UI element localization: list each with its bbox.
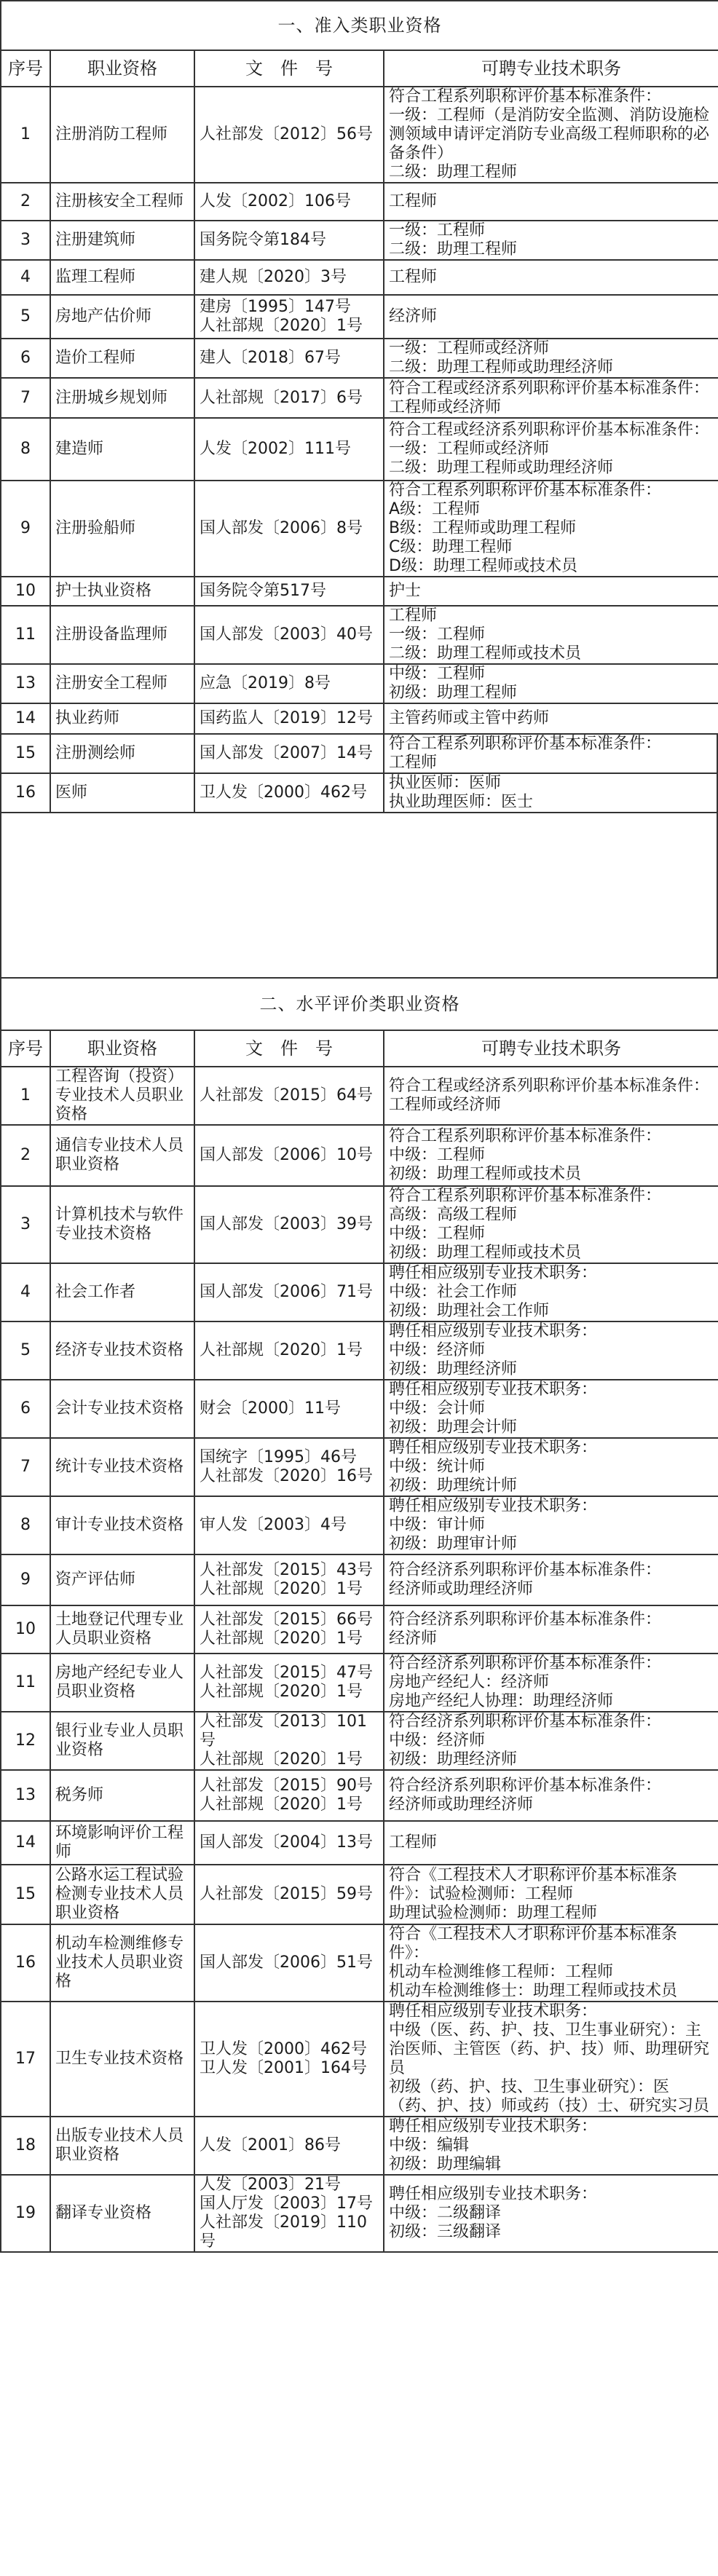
document-number: 国药监人〔2019〕12号 xyxy=(194,703,384,734)
qualification-name: 会计专业技术资格 xyxy=(50,1380,194,1438)
row-number: 11 xyxy=(1,606,50,664)
admission-qualifications-table xyxy=(0,0,718,813)
document-number: 人社部发〔2013〕101号 人社部规〔2020〕1号 xyxy=(194,1712,384,1770)
row-number: 6 xyxy=(1,339,50,378)
row-number: 15 xyxy=(1,1865,50,1924)
document-number: 国务院令第517号 xyxy=(194,577,384,606)
table-row xyxy=(1,87,718,183)
eligible-titles: 符合工程系列职称评价基本标准条件： 工程师 xyxy=(384,734,718,773)
qualification-name: 卫生专业技术资格 xyxy=(50,2002,194,2117)
document-number: 人发〔2001〕86号 xyxy=(194,2117,384,2175)
document-number: 国人部发〔2006〕10号 xyxy=(194,1125,384,1186)
table-row xyxy=(1,1712,718,1770)
row-number: 19 xyxy=(1,2175,50,2252)
document-number: 审人发〔2003〕4号 xyxy=(194,1496,384,1554)
row-number: 4 xyxy=(1,260,50,295)
document-number: 国人部发〔2006〕51号 xyxy=(194,1924,384,2002)
row-number: 16 xyxy=(1,1924,50,2002)
eligible-titles: 护士 xyxy=(384,577,718,606)
eligible-titles: 中级：工程师 初级：助理工程师 xyxy=(384,664,718,703)
table-row xyxy=(1,1067,718,1125)
table-row xyxy=(1,295,718,339)
document-number: 卫人发〔2000〕462号 xyxy=(194,773,384,813)
qualification-name: 计算机技术与软件专业技术资格 xyxy=(50,1186,194,1263)
row-number: 6 xyxy=(1,1380,50,1438)
eligible-titles: 符合《工程技术人才职称评价基本标准条件》： 机动车检测维修工程师：工程师 机动车检测维修士：助理工程师或技术员 xyxy=(384,1924,718,2002)
qualification-name: 税务师 xyxy=(50,1770,194,1821)
eligible-titles: 聘任相应级别专业技术职务： 中级：会计师 初级：助理会计师 xyxy=(384,1380,718,1438)
table-row xyxy=(1,378,718,418)
qualification-name: 资产评估师 xyxy=(50,1554,194,1605)
qualification-name: 执业药师 xyxy=(50,703,194,734)
table-row xyxy=(1,221,718,260)
table-header-row xyxy=(1,1030,718,1067)
table-row xyxy=(1,2175,718,2252)
row-number: 5 xyxy=(1,295,50,339)
row-number: 1 xyxy=(1,1067,50,1125)
eligible-titles: 聘任相应级别专业技术职务： 中级：统计师 初级：助理统计师 xyxy=(384,1438,718,1496)
section-gap xyxy=(0,734,718,977)
header-no: 序号 xyxy=(1,50,50,87)
eligible-titles: 符合经济系列职称评价基本标准条件： 经济师或助理经济师 xyxy=(384,1770,718,1821)
eligible-titles: 执业医师：医师 执业助理医师：医士 xyxy=(384,773,718,813)
document-number: 国人部发〔2003〕39号 xyxy=(194,1186,384,1263)
table-row xyxy=(1,1125,718,1186)
eligible-titles: 符合工程系列职称评价基本标准条件： A级：工程师 B级：工程师或助理工程师 C级：助理工程师 D级：助理工程师或技术员 xyxy=(384,481,718,577)
qualification-name: 医师 xyxy=(50,773,194,813)
eligible-titles: 符合工程系列职称评价基本标准条件： 高级：高级工程师 中级：工程师 初级：助理工程师或技术员 xyxy=(384,1186,718,1263)
table-row xyxy=(1,418,718,481)
header-qualification: 职业资格 xyxy=(50,50,194,87)
document-number: 国人部发〔2006〕71号 xyxy=(194,1263,384,1321)
document-number: 人社部发〔2015〕64号 xyxy=(194,1067,384,1125)
qualification-name: 注册城乡规划师 xyxy=(50,378,194,418)
table-row xyxy=(1,703,718,734)
row-number: 17 xyxy=(1,2002,50,2117)
document-number: 建人〔2018〕67号 xyxy=(194,339,384,378)
document-number: 人发〔2002〕106号 xyxy=(194,183,384,221)
table-row xyxy=(1,606,718,664)
table-row xyxy=(1,1865,718,1924)
row-number: 9 xyxy=(1,481,50,577)
row-number: 8 xyxy=(1,418,50,481)
qualification-name: 注册设备监理师 xyxy=(50,606,194,664)
row-number: 5 xyxy=(1,1321,50,1380)
row-number: 7 xyxy=(1,1438,50,1496)
row-number: 10 xyxy=(1,1605,50,1654)
header-qualification: 职业资格 xyxy=(50,1030,194,1067)
qualification-name: 护士执业资格 xyxy=(50,577,194,606)
row-number: 2 xyxy=(1,1125,50,1186)
header-document-number: 文 件 号 xyxy=(194,1030,384,1067)
row-number: 1 xyxy=(1,87,50,183)
qualification-name: 公路水运工程试验检测专业技术人员职业资格 xyxy=(50,1865,194,1924)
eligible-titles: 一级：工程师 二级：助理工程师 xyxy=(384,221,718,260)
eligible-titles: 工程师 xyxy=(384,183,718,221)
table-row xyxy=(1,1321,718,1380)
qualification-name: 注册测绘师 xyxy=(50,734,194,773)
table-row xyxy=(1,339,718,378)
document-number: 人社部发〔2015〕47号 人社部规〔2020〕1号 xyxy=(194,1654,384,1712)
row-number: 14 xyxy=(1,1821,50,1865)
document-number: 人发〔2002〕111号 xyxy=(194,418,384,481)
eligible-titles: 符合经济系列职称评价基本标准条件： 经济师 xyxy=(384,1605,718,1654)
document-number: 国人部发〔2006〕8号 xyxy=(194,481,384,577)
eligible-titles: 符合工程系列职称评价基本标准条件： 中级：工程师 初级：助理工程师或技术员 xyxy=(384,1125,718,1186)
table-row xyxy=(1,1770,718,1821)
qualification-name: 出版专业技术人员职业资格 xyxy=(50,2117,194,2175)
table-row xyxy=(1,1186,718,1263)
level-evaluation-qualifications-table xyxy=(0,977,718,2253)
eligible-titles: 符合《工程技术人才职称评价基本标准条件》：试验检测师：工程师 助理试验检测师：助理工程师 xyxy=(384,1865,718,1924)
row-number: 16 xyxy=(1,773,50,813)
qualification-name: 注册核安全工程师 xyxy=(50,183,194,221)
table-row xyxy=(1,2002,718,2117)
qualification-name: 土地登记代理专业人员职业资格 xyxy=(50,1605,194,1654)
table-row xyxy=(1,1924,718,2002)
eligible-titles: 符合工程或经济系列职称评价基本标准条件：工程师或经济师 xyxy=(384,1067,718,1125)
table-row xyxy=(1,481,718,577)
qualification-name: 建造师 xyxy=(50,418,194,481)
document-number: 人社部发〔2012〕56号 xyxy=(194,87,384,183)
row-number: 13 xyxy=(1,1770,50,1821)
qualification-name: 房地产估价师 xyxy=(50,295,194,339)
qualification-name: 审计专业技术资格 xyxy=(50,1496,194,1554)
row-number: 4 xyxy=(1,1263,50,1321)
qualification-name: 通信专业技术人员职业资格 xyxy=(50,1125,194,1186)
row-number: 3 xyxy=(1,221,50,260)
table-row xyxy=(1,1438,718,1496)
eligible-titles: 聘任相应级别专业技术职务： 中级：二级翻译 初级：三级翻译 xyxy=(384,2175,718,2252)
document-number: 人社部规〔2017〕6号 xyxy=(194,378,384,418)
document-number: 人发〔2003〕21号 国人厅发〔2003〕17号 人社部发〔2019〕110号 xyxy=(194,2175,384,2252)
table-row xyxy=(1,664,718,703)
eligible-titles: 符合工程或经济系列职称评价基本标准条件： 工程师或经济师 xyxy=(384,378,718,418)
row-number: 15 xyxy=(1,734,50,773)
eligible-titles: 聘任相应级别专业技术职务： 中级（医、药、护、技、卫生事业研究）：主治医师、主管医（药、护、技）师、助理研究员 初级（药、护、技、卫生事业研究）：医（药、护、技）师或药（技）士、研究实习员 xyxy=(384,2002,718,2117)
table-row xyxy=(1,577,718,606)
eligible-titles: 一级：工程师或经济师 二级：助理工程师或助理经济师 xyxy=(384,339,718,378)
table-row xyxy=(1,1263,718,1321)
document-number: 国人部发〔2003〕40号 xyxy=(194,606,384,664)
row-number: 2 xyxy=(1,183,50,221)
eligible-titles: 工程师 xyxy=(384,260,718,295)
qualification-name: 工程咨询（投资）专业技术人员职业资格 xyxy=(50,1067,194,1125)
eligible-titles: 符合工程或经济系列职称评价基本标准条件： 一级：工程师或经济师 二级：助理工程师或助理经济师 xyxy=(384,418,718,481)
qualification-name: 注册验船师 xyxy=(50,481,194,577)
document-number: 人社部发〔2015〕90号 人社部规〔2020〕1号 xyxy=(194,1770,384,1821)
row-number: 12 xyxy=(1,1712,50,1770)
table-row xyxy=(1,183,718,221)
qualification-name: 监理工程师 xyxy=(50,260,194,295)
eligible-titles: 聘任相应级别专业技术职务： 中级：审计师 初级：助理审计师 xyxy=(384,1496,718,1554)
document-number: 人社部发〔2015〕43号 人社部规〔2020〕1号 xyxy=(194,1554,384,1605)
table-row xyxy=(1,1654,718,1712)
eligible-titles: 符合经济系列职称评价基本标准条件： 中级：经济师 初级：助理经济师 xyxy=(384,1712,718,1770)
document-number: 人社部发〔2015〕66号 人社部规〔2020〕1号 xyxy=(194,1605,384,1654)
row-number: 14 xyxy=(1,703,50,734)
qualification-name: 环境影响评价工程师 xyxy=(50,1821,194,1865)
row-number: 13 xyxy=(1,664,50,703)
row-number: 18 xyxy=(1,2117,50,2175)
row-number: 8 xyxy=(1,1496,50,1554)
qualification-name: 注册安全工程师 xyxy=(50,664,194,703)
table-row xyxy=(1,260,718,295)
table-row xyxy=(1,1554,718,1605)
row-number: 9 xyxy=(1,1554,50,1605)
qualification-name: 社会工作者 xyxy=(50,1263,194,1321)
document-number: 人社部规〔2020〕1号 xyxy=(194,1321,384,1380)
row-number: 7 xyxy=(1,378,50,418)
document-number: 国人部发〔2007〕14号 xyxy=(194,734,384,773)
row-number: 3 xyxy=(1,1186,50,1263)
table-row xyxy=(1,1380,718,1438)
eligible-titles: 主管药师或主管中药师 xyxy=(384,703,718,734)
eligible-titles: 经济师 xyxy=(384,295,718,339)
table-header-row xyxy=(1,50,718,87)
qualification-name: 机动车检测维修专业技术人员职业资格 xyxy=(50,1924,194,2002)
header-document-number: 文 件 号 xyxy=(194,50,384,87)
header-titles: 可聘专业技术职务 xyxy=(384,1030,718,1067)
row-number: 11 xyxy=(1,1654,50,1712)
document-number: 建房〔1995〕147号 人社部规〔2020〕1号 xyxy=(194,295,384,339)
header-no: 序号 xyxy=(1,1030,50,1067)
eligible-titles: 符合经济系列职称评价基本标准条件： 经济师或助理经济师 xyxy=(384,1554,718,1605)
table-row xyxy=(1,1605,718,1654)
qualification-name: 翻译专业资格 xyxy=(50,2175,194,2252)
eligible-titles: 聘任相应级别专业技术职务： 中级：编辑 初级：助理编辑 xyxy=(384,2117,718,2175)
eligible-titles: 工程师 xyxy=(384,1821,718,1865)
document-number: 卫人发〔2000〕462号 卫人发〔2001〕164号 xyxy=(194,2002,384,2117)
eligible-titles: 工程师 一级：工程师 二级：助理工程师或技术员 xyxy=(384,606,718,664)
section-title: 一、准入类职业资格 xyxy=(1,1,718,50)
table-row xyxy=(1,1496,718,1554)
document-number: 财会〔2000〕11号 xyxy=(194,1380,384,1438)
qualification-name: 经济专业技术资格 xyxy=(50,1321,194,1380)
eligible-titles: 聘任相应级别专业技术职务： 中级：经济师 初级：助理经济师 xyxy=(384,1321,718,1380)
eligible-titles: 符合经济系列职称评价基本标准条件： 房地产经纪人：经济师 房地产经纪人协理：助理经济师 xyxy=(384,1654,718,1712)
header-titles: 可聘专业技术职务 xyxy=(384,50,718,87)
qualification-name: 银行业专业人员职业资格 xyxy=(50,1712,194,1770)
row-number: 10 xyxy=(1,577,50,606)
table-row xyxy=(1,1821,718,1865)
qualification-name: 房地产经纪专业人员职业资格 xyxy=(50,1654,194,1712)
qualification-name: 注册消防工程师 xyxy=(50,87,194,183)
document-number: 人社部发〔2015〕59号 xyxy=(194,1865,384,1924)
document-number: 应急〔2019〕8号 xyxy=(194,664,384,703)
document-number: 国务院令第184号 xyxy=(194,221,384,260)
document-number: 建人规〔2020〕3号 xyxy=(194,260,384,295)
qualification-name: 造价工程师 xyxy=(50,339,194,378)
qualification-name: 注册建筑师 xyxy=(50,221,194,260)
eligible-titles: 聘任相应级别专业技术职务： 中级：社会工作师 初级：助理社会工作师 xyxy=(384,1263,718,1321)
document-number: 国人部发〔2004〕13号 xyxy=(194,1821,384,1865)
eligible-titles: 符合工程系列职称评价基本标准条件： 一级：工程师（是消防安全监测、消防设施检测领域申请评定消防专业高级工程师职称的必备条件） 二级：助理工程师 xyxy=(384,87,718,183)
table-row xyxy=(1,2117,718,2175)
section-title: 二、水平评价类职业资格 xyxy=(1,978,718,1030)
qualification-name: 统计专业技术资格 xyxy=(50,1438,194,1496)
document-number: 国统字〔1995〕46号 人社部发〔2020〕16号 xyxy=(194,1438,384,1496)
